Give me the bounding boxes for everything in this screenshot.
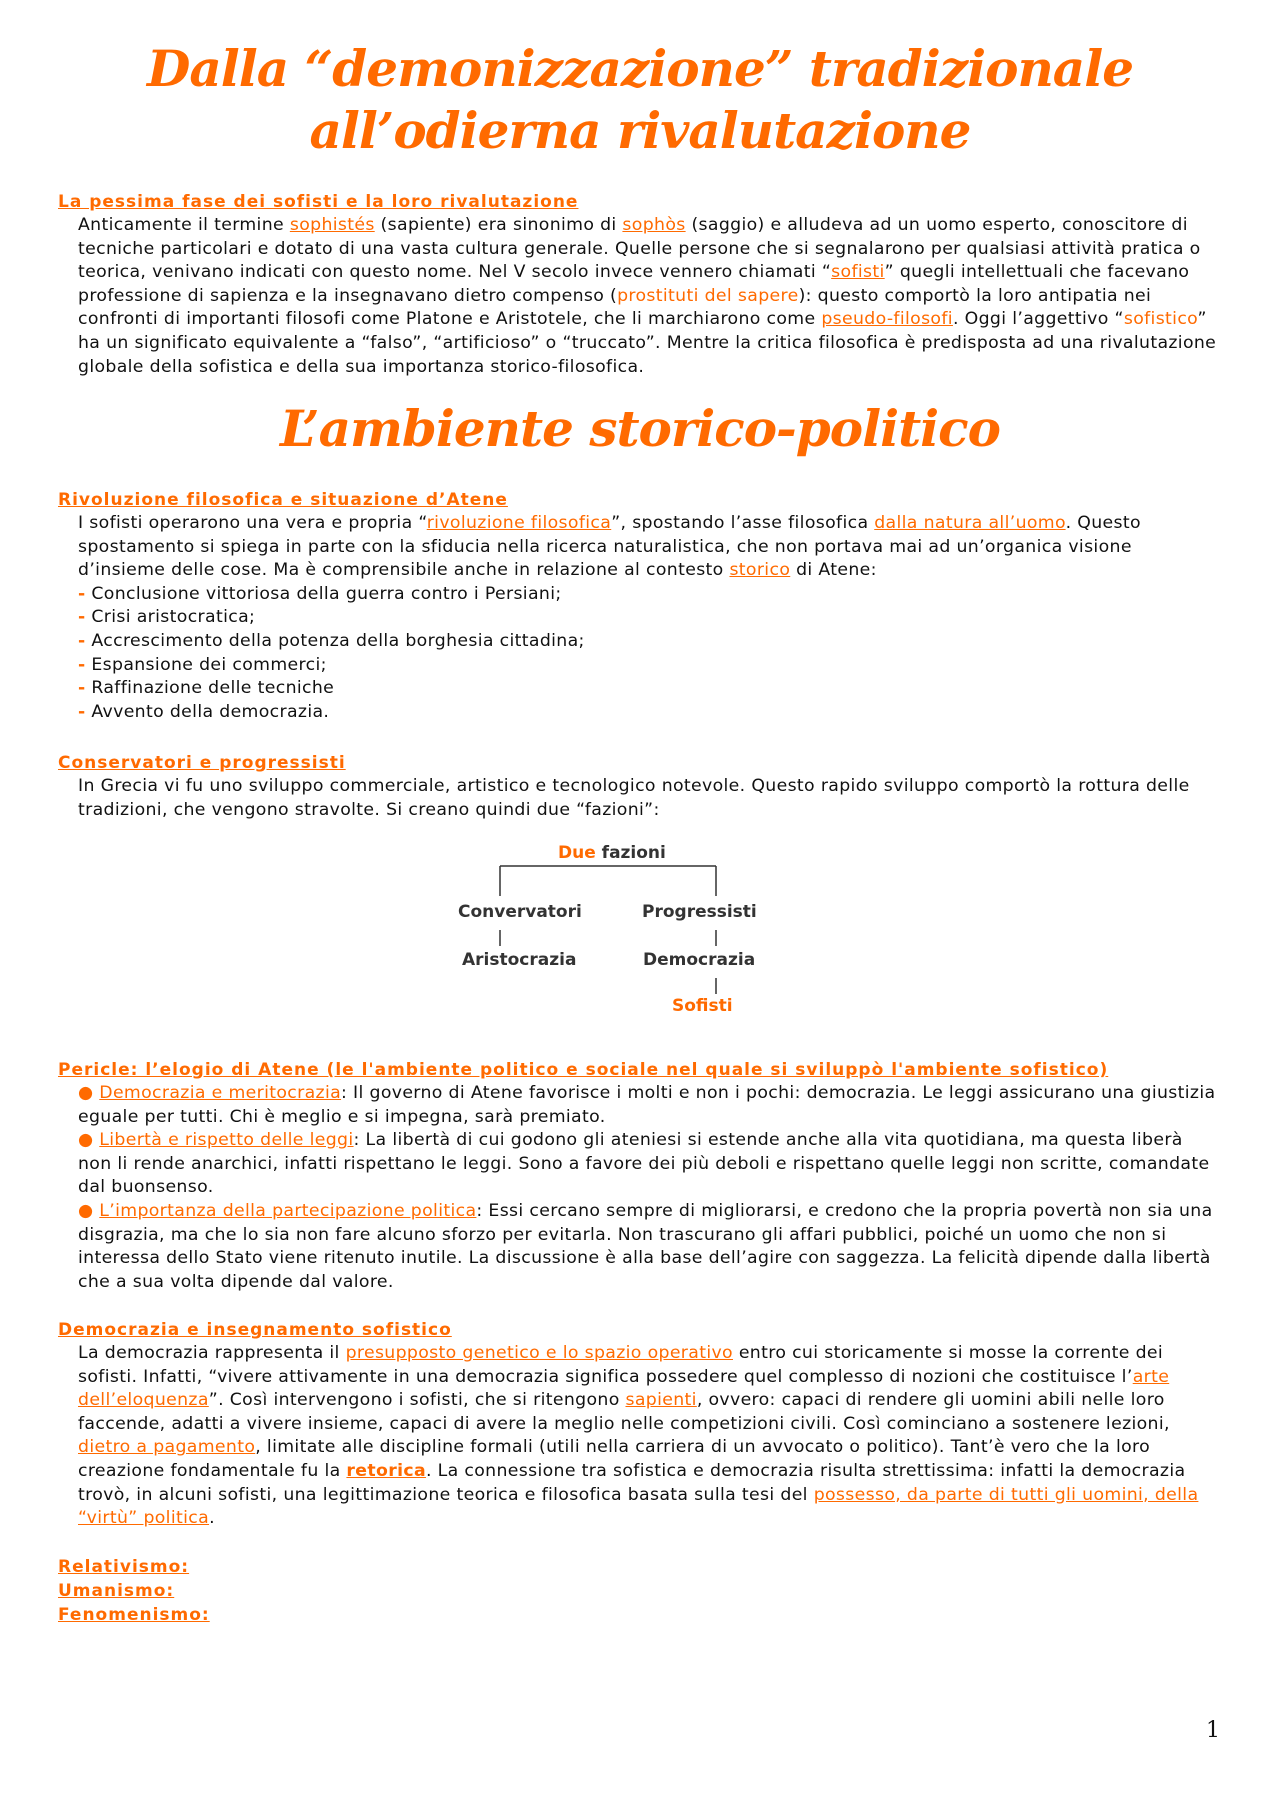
page-number: 1	[1206, 1718, 1220, 1743]
context-list	[58, 583, 1218, 725]
section-rivoluzione	[58, 488, 1218, 724]
bullet-item: ● Democrazia e meritocrazia: Il governo di Atene favorisce i molti e non i pochi: democrazia. Le leggi assicurano una giustizia eguale per tutti. Chi è meglio e si impegna, sarà premiato.	[78, 1083, 1216, 1127]
list-item: - Avvento della democrazia.	[78, 701, 330, 722]
section-sofisti	[58, 190, 1218, 379]
bullet-item: ● Libertà e rispetto delle leggi: La libertà di cui godono gli ateniesi si estende anche alla vita quotidiana, ma questa liberà non li rende anarchici, infatti rispettano le leggi. Sono a favore dei più deboli e rispettano quelle leggi non scritte, comandate dal buonsenso.	[78, 1130, 1210, 1198]
list-item: - Accrescimento della potenza della borghesia cittadina;	[78, 630, 585, 651]
main-title: Dalla “demonizzazione” tradizionale all’odierna rivalutazione	[146, 39, 1134, 160]
term-link: Libertà e rispetto delle leggi	[99, 1130, 354, 1151]
section-heading: Democrazia e insegnamento sofistico	[58, 1320, 452, 1340]
diagram-title: Due fazioni	[558, 843, 666, 863]
section-heading: Pericle: l’elogio di Atene (le l'ambiente politico e sociale nel quale si sviluppò l'ambiente sofistico)	[58, 1060, 1109, 1080]
term-link: L’importanza della partecipazione politica	[99, 1200, 477, 1221]
list-item: - Conclusione vittoriosa della guerra contro i Persiani;	[78, 583, 562, 604]
term-link: storico	[729, 560, 791, 581]
list-item: - Crisi aristocratica;	[78, 607, 256, 628]
section-heading: Conservatori e progressisti	[58, 753, 346, 773]
term-link: sophòs	[622, 215, 686, 235]
term-link: dietro a pagamento	[78, 1437, 256, 1458]
node-democrazia: Democrazia	[643, 950, 756, 970]
term-link: pseudo-filosofi	[821, 309, 953, 330]
term-link: rivoluzione filosofica	[426, 513, 612, 533]
section-tail	[58, 1555, 1218, 1627]
term-link: arte dell’eloquenza	[78, 1366, 1170, 1411]
paragraph: I sofisti operarono una vera e propria “rivoluzione filosofica”, spostando l’asse filosofica dalla natura all’uomo. Questo spostamento si spiega in parte con la sfiducia nella ricerca naturalistica, che non portava mai ad un’organica visione d’insieme delle cose. Ma è comprensibile anche in relazione al contesto storico di Atene:	[78, 513, 1141, 581]
bullet-item: ● L’importanza della partecipazione politica: Essi cercano sempre di migliorarsi, e credono che la propria povertà non sia una disgrazia, ma che lo sia non fare alcuno sforzo per evitarla. Non trascurano gli affari pubblici, poiché un uomo che non si interessa dello Stato viene ritenuto inutile. La discussione è alla base dell’agire con saggezza. La felicità dipende dalla libertà che a sua volta dipende dal valore.	[78, 1200, 1213, 1292]
paragraph: La democrazia rappresenta il presupposto genetico e lo spazio operativo entro cui storicamente si mosse la corrente dei sofisti. Infatti, “vivere attivamente in una democrazia significa possedere quel complesso di nozioni che costituisce l’arte dell’eloquenza”. Così intervengono i sofisti, che si ritengono sapienti, ovvero: capaci di rendere gli uomini abili nelle loro faccende, adatti a vivere insieme, capaci di avere la meglio nelle competizioni civili. Così cominciano a sostenere lezioni, dietro a pagamento, limitate alle discipline formali (utili nella carriera di un avvocato o politico). Tant’è vero che la loro creazione fondamentale fu la retorica. La connessione tra sofistica e democrazia risulta strettissima: infatti la democrazia trovò, in alcuni sofisti, una legittimazione teorica e filosofica basata sulla tesi del possesso, da parte di tutti gli uomini, della “virtù” politica.	[78, 1343, 1199, 1529]
list-item: - Espansione dei commerci;	[78, 654, 327, 675]
list-item: - Raffinazione delle tecniche	[78, 678, 335, 699]
term-link: sofisti	[831, 262, 885, 283]
node-aristocrazia: Aristocrazia	[462, 950, 577, 970]
node-sofisti: Sofisti	[672, 996, 733, 1016]
factions-diagram	[440, 838, 780, 1028]
term-link: Democrazia e meritocrazia	[99, 1083, 342, 1103]
term-link: presupposto genetico e lo spazio operativo	[345, 1343, 733, 1363]
section-title: L’ambiente storico-politico	[280, 399, 1000, 458]
section-pericle	[58, 1058, 1218, 1294]
node-progressisti: Progressisti	[642, 902, 757, 922]
term-highlight: prostituti del sapere	[617, 285, 799, 306]
section-democrazia	[58, 1318, 1218, 1531]
node-conservatori: Convervatori	[458, 902, 582, 922]
heading-fenomenismo: Fenomenismo:	[58, 1605, 210, 1625]
term-link: sapienti	[625, 1390, 697, 1411]
paragraph: Anticamente il termine sophistés (sapiente) era sinonimo di sophòs (saggio) e alludeva ad un uomo esperto, conoscitore di tecniche particolari e dotato di una vasta cultura generale. Quelle persone che si segnalarono per qualsiasi attività pratica o teorica, venivano indicati con questo nome. Nel V secolo invece vennero chiamati “sofisti” quegli intellettuali che facevano professione di sapienza e la insegnavano dietro compenso (prostituti del sapere): questo comportò la loro antipatia nei confronti di importanti filosofi come Platone e Aristotele, che li marchiarono come pseudo-filosofi. Oggi l’aggettivo “sofistico” ha un significato equivalente a “falso”, “artificioso” o “truccato”. Mentre la critica filosofica è predisposta ad una rivalutazione globale della sofistica e della sua importanza storico-filosofica.	[78, 215, 1217, 377]
section-heading: La pessima fase dei sofisti e la loro rivalutazione	[58, 192, 579, 212]
section-heading: Rivoluzione filosofica e situazione d’Atene	[58, 490, 508, 510]
term-link: possesso, da parte di tutti gli uomini, della “virtù” politica	[78, 1484, 1199, 1529]
heading-umanismo: Umanismo:	[58, 1581, 175, 1601]
term-link: dalla natura all’uomo	[874, 513, 1066, 533]
term-highlight: sofistico	[1123, 309, 1198, 330]
heading-relativismo: Relativismo:	[58, 1557, 190, 1577]
paragraph: In Grecia vi fu uno sviluppo commerciale, artistico e tecnologico notevole. Questo rapido sviluppo comportò la rottura delle tradizioni, che vengono stravolte. Si creano quindi due “fazioni”:	[78, 776, 1190, 820]
term-bold-link: retorica	[346, 1460, 426, 1481]
term-link: sophistés	[289, 215, 375, 235]
section-conservatori	[58, 751, 1218, 822]
